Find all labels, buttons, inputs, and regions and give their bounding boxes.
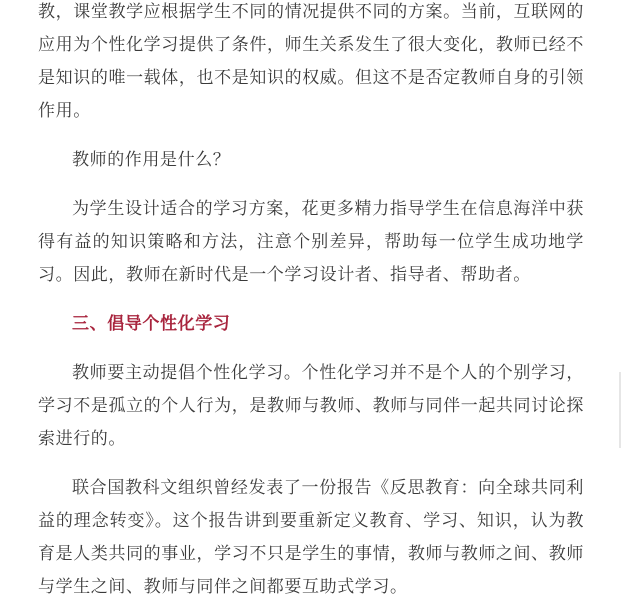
paragraph-gap bbox=[38, 292, 584, 308]
paragraph-3: 为学生设计适合的学习方案，花更多精力指导学生在信息海洋中获得有益的知识策略和方法，注意个别差异，帮助每一位学生成功地学习。因此，教师在新时代是一个学习设计者、指导者、帮助者。 bbox=[38, 199, 584, 285]
paragraph-question: 教师的作用是什么？ bbox=[72, 150, 231, 170]
paragraph-4: 教师要主动提倡个性化学习。个性化学习并不是个人的个别学习，学习不是孤立的个人行为，是教师与教师、教师与同伴一起共同讨论探索进行的。 bbox=[38, 363, 584, 449]
article-body bbox=[38, 0, 584, 604]
paragraph-1: 教，课堂教学应根据学生不同的情况提供不同的方案。当前，互联网的应用为个性化学习提供了条件，师生关系发生了很大变化，教师已经不是知识的唯一载体，也不是知识的权威。但这不是否定教师自身的引领作用。 bbox=[38, 2, 584, 121]
paragraph-5: 联合国教科文组织曾经发表了一份报告《反思教育：向全球共同利益的理念转变》。这个报告讲到要重新定义教育、学习、知识，认为教育是人类共同的事业，学习不只是学生的事情，教师与教师之间、教师与学生之间、教师与同伴之间都要互助式学习。 bbox=[38, 478, 584, 597]
section-heading: 三、倡导个性化学习 bbox=[72, 314, 231, 334]
paragraph-gap bbox=[38, 456, 584, 472]
paragraph-gap bbox=[38, 177, 584, 193]
paragraph-gap bbox=[38, 128, 584, 144]
paragraph-gap bbox=[38, 341, 584, 357]
